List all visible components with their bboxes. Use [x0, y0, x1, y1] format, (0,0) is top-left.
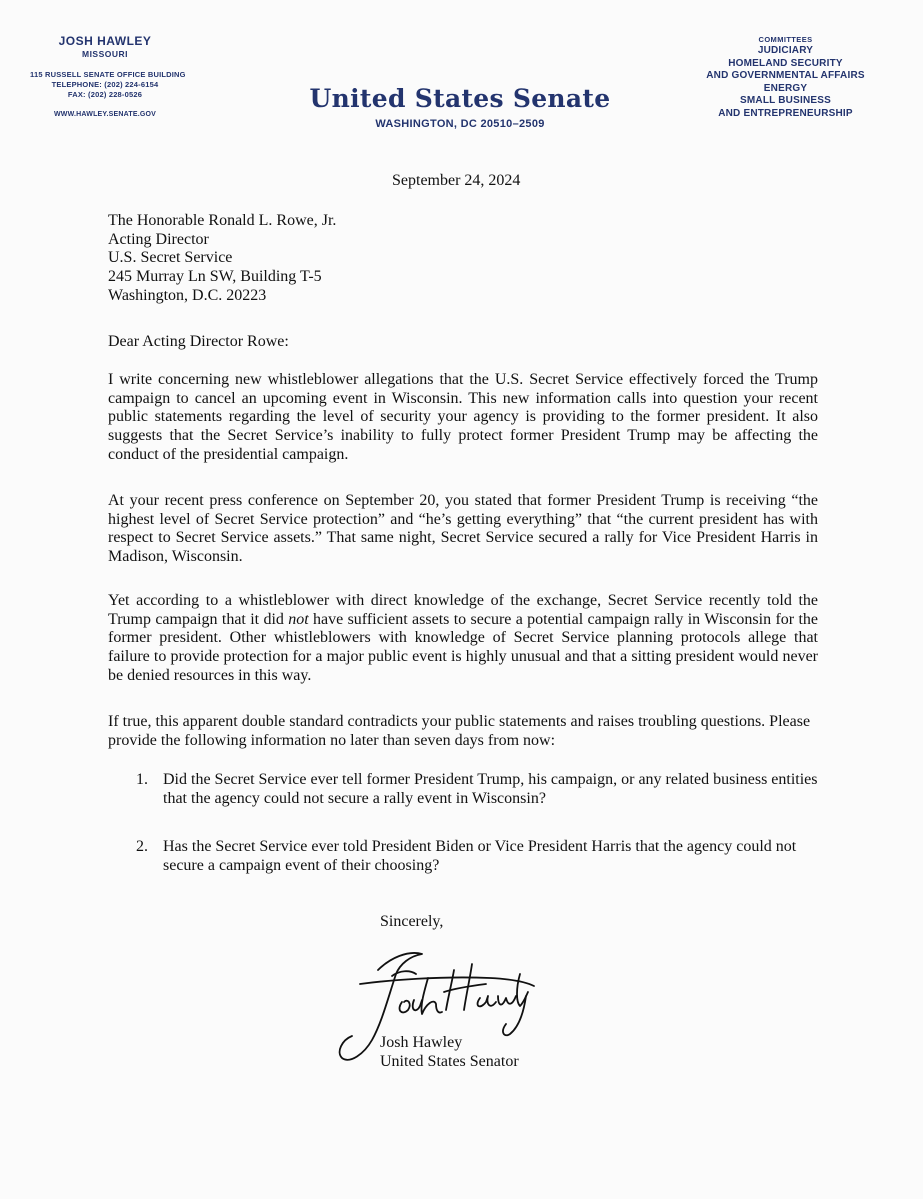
letterhead-title [300, 84, 620, 130]
office-address: 115 RUSSELL SENATE OFFICE BUILDING [30, 70, 186, 79]
body-paragraph-3 [108, 592, 818, 686]
committee-item: AND ENTREPRENEURSHIP [718, 107, 853, 119]
senate-city: WASHINGTON, DC 20510–2509 [375, 118, 545, 130]
paragraph-text: Yet according to a whistleblower with direct knowledge of the exchange, Secret Service recently told the Trump campaign that it did [108, 592, 818, 628]
fax: FAX: (202) 228-0526 [67, 90, 143, 99]
committee-item: ENERGY [763, 82, 808, 94]
committees-label: COMMITTEES [758, 35, 813, 44]
letter-date: September 24, 2024 [392, 172, 521, 189]
recipient-line: U.S. Secret Service [108, 249, 233, 267]
salutation: Dear Acting Director Rowe: [108, 333, 289, 350]
committee-item: SMALL BUSINESS [740, 95, 831, 107]
committee-item: HOMELAND SECURITY [728, 57, 843, 69]
recipient-line: Acting Director [108, 230, 209, 248]
question-number: 2. [136, 838, 148, 855]
recipient-line: 245 Murray Ln SW, Building T-5 [108, 268, 322, 286]
body-paragraph-2: At your recent press conference on September 20, you stated that former President Trump is receiving “the highest level of Secret Service protection” and “he’s getting everything” that “the current president has with respect to Secret Service assets.” That same night, Secret Service secured a rally for Vice President Harris in Madison, Wisconsin. [108, 492, 818, 566]
body-paragraph-4: If true, this apparent double standard contradicts your public statements and raises troubling questions. Please provide the following information no later than seven days from now: [108, 713, 811, 749]
body-paragraph-1: I write concerning new whistleblower allegations that the U.S. Secret Service effectively forced the Trump campaign to cancel an upcoming event in Wisconsin. This new information calls into question your recent public statements regarding the level of security your agency is providing to the former president. It also suggests that the Secret Service’s inability to fully protect former President Trump may be affecting the conduct of the presidential campaign. [108, 371, 818, 463]
signer-title: United States Senator [380, 1052, 519, 1070]
recipient-address [108, 212, 336, 306]
telephone: TELEPHONE: (202) 224-6154 [51, 80, 159, 89]
recipient-line: Washington, D.C. 20223 [108, 286, 267, 304]
website: WWW.HAWLEY.SENATE.GOV [53, 111, 157, 118]
emphasis-text: not [288, 610, 309, 628]
senate-title: United States Senate [309, 84, 611, 113]
signer-name: Josh Hawley [380, 1034, 463, 1051]
senator-name: JOSH HAWLEY [58, 34, 152, 48]
question-text: Has the Secret Service ever told President Biden or Vice President Harris that the agency could not secure a campaign event of their choosing? [163, 838, 797, 874]
committee-item: AND GOVERNMENTAL AFFAIRS [706, 70, 865, 82]
recipient-line: The Honorable Ronald L. Rowe, Jr. [108, 212, 337, 229]
letterhead-contact [30, 34, 186, 120]
question-number: 1. [136, 771, 148, 788]
signer-block [380, 1034, 519, 1071]
paragraph-text: have sufficient assets to secure a potential campaign rally in Wisconsin for the former president. Other whistleblowers with knowledge of Secret Service planning protocols allege that failure to provide protection for a major public event is highly unusual and that a sitting president would never be denied resources in this way. [108, 610, 818, 684]
question-text: Did the Secret Service ever tell former President Trump, his campaign, or any related business entities that the agency could not secure a rally event in Wisconsin? [163, 771, 818, 807]
closing: Sincerely, [380, 913, 444, 930]
letterhead-committees [693, 34, 878, 121]
senator-state: MISSOURI [81, 49, 129, 59]
committee-item: JUDICIARY [757, 45, 814, 56]
